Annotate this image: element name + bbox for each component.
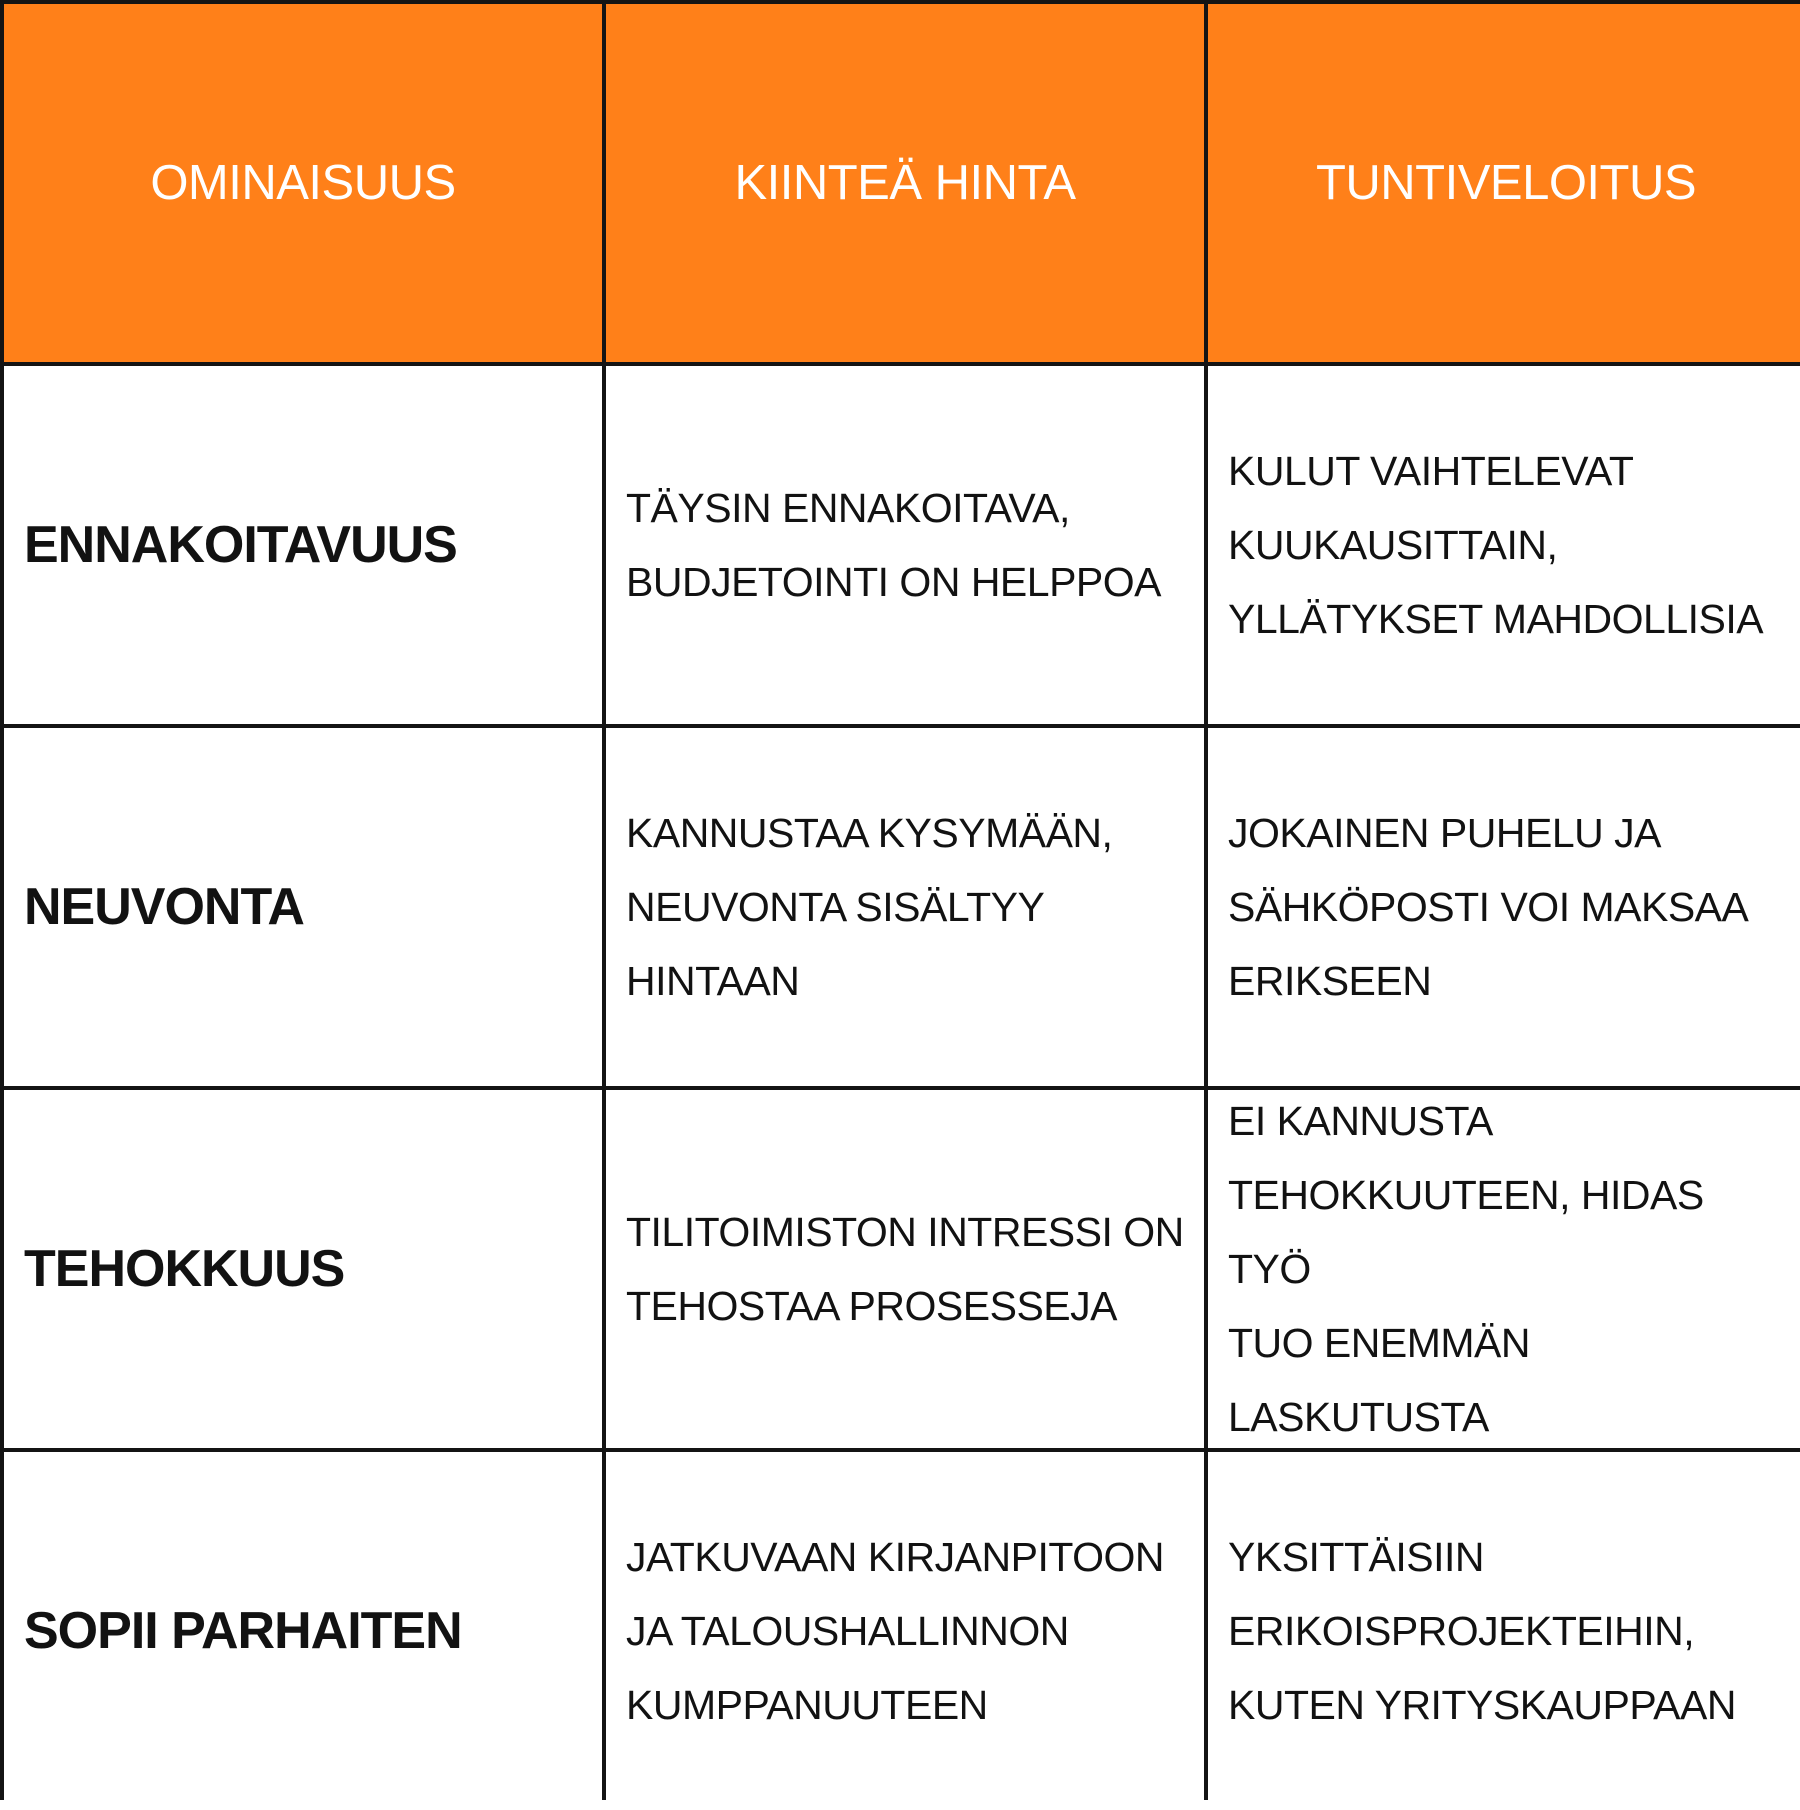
row-fixed-cell (606, 728, 1204, 1086)
cell-line: JATKUVAAN KIRJANPITOON (626, 1534, 1165, 1580)
row-fixed-cell (606, 1452, 1204, 1810)
cell-line: TUO ENEMMÄN LASKUTUSTA (1228, 1320, 1530, 1440)
header-feature: OMINAISUUS (4, 4, 602, 362)
row-fixed-cell (606, 366, 1204, 724)
row-hourly-cell (1208, 1452, 1800, 1810)
cell-line: KULUT VAIHTELEVAT (1228, 448, 1634, 494)
cell-line: BUDJETOINTI ON HELPPOA (626, 559, 1162, 605)
cell-line: TÄYSIN ENNAKOITAVA, (626, 485, 1070, 531)
cell-line: KUMPPANUUTEEN (626, 1682, 988, 1728)
cell-line: EI KANNUSTA (1228, 1098, 1493, 1144)
row-feature-label: ENNAKOITAVUUS (4, 366, 602, 724)
cell-line: NEUVONTA SISÄLTYY (626, 884, 1045, 930)
header-hourly-billing: TUNTIVELOITUS (1208, 4, 1800, 362)
cell-line: TEHOKKUUTEEN, HIDAS TYÖ (1228, 1172, 1704, 1292)
cell-line: JOKAINEN PUHELU JA (1228, 810, 1661, 856)
row-fixed-cell (606, 1090, 1204, 1448)
cell-line: KUUKAUSITTAIN, (1228, 522, 1558, 568)
row-feature-label: SOPII PARHAITEN (4, 1452, 602, 1810)
row-hourly-cell (1208, 1090, 1800, 1448)
cell-line: YLLÄTYKSET MAHDOLLISIA (1228, 596, 1764, 642)
row-feature-label: NEUVONTA (4, 728, 602, 1086)
cell-line: JA TALOUSHALLINNON (626, 1608, 1069, 1654)
cell-line: KUTEN YRITYSKAUPPAAN (1228, 1682, 1736, 1728)
row-feature-label: TEHOKKUUS (4, 1090, 602, 1448)
cell-line: ERIKSEEN (1228, 958, 1432, 1004)
row-hourly-cell (1208, 366, 1800, 724)
cell-line: HINTAAN (626, 958, 800, 1004)
cell-line: TILITOIMISTON INTRESSI ON (626, 1209, 1184, 1255)
cell-line: SÄHKÖPOSTI VOI MAKSAA (1228, 884, 1749, 930)
cell-line: TEHOSTAA PROSESSEJA (626, 1283, 1117, 1329)
row-hourly-cell (1208, 728, 1800, 1086)
cell-line: ERIKOISPROJEKTEIHIN, (1228, 1608, 1695, 1654)
header-fixed-price: KIINTEÄ HINTA (606, 4, 1204, 362)
cell-line: YKSITTÄISIIN (1228, 1534, 1484, 1580)
cell-line: KANNUSTAA KYSYMÄÄN, (626, 810, 1113, 856)
